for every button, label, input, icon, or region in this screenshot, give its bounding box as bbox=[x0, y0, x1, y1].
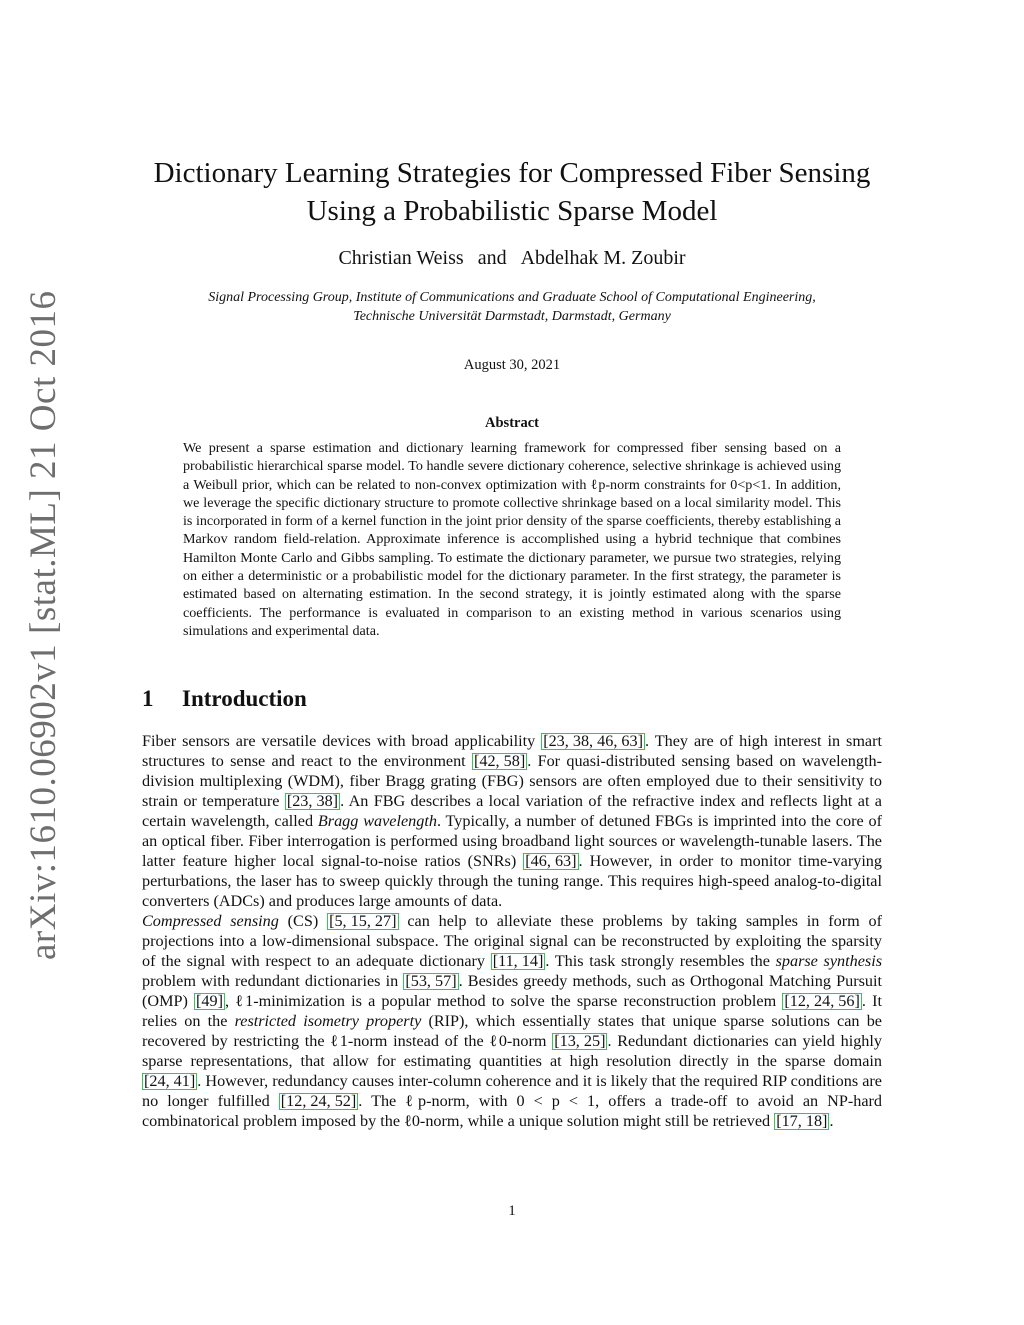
citation-link[interactable]: [17, 18] bbox=[776, 1112, 828, 1130]
citation-link[interactable]: [49] bbox=[196, 992, 224, 1010]
abstract-body: We present a sparse estimation and dictionary learning framework for compressed fiber sensing based on a probabilistic hierarchical sparse model. To handle severe dictionary coherence, selective shrinkage is achieved using a Weibull prior, which can be related to non-convex optimization with ℓp-norm constraints for 0<p<1. In addition, we leverage the specific dictionary structure to promote collective shrinkage based on a local similarity model. This is incorporated in form of a kernel function in the joint prior density of the sparse coefficients, thereby establishing a Markov random field-relation. Approximate inference is accomplished using a hybrid technique that combines Hamilton Monte Carlo and Gibbs sampling. To estimate the dictionary parameter, we pursue two strategies, relying on either a deterministic or a probabilistic model for the dictionary parameter. In the first strategy, the parameter is estimated based on alternating estimation. In the second strategy, it is jointly estimated along with the sparse coefficients. The performance is evaluated in comparison to an existing method in various scenarios using simulations and experimental data. bbox=[183, 440, 841, 639]
text-run: (RIP), which essentially states that unique sparse solutions can be recovered by restricting the ℓ1-norm instead of the ℓ0-norm bbox=[142, 1012, 882, 1050]
text-run: . bbox=[829, 1112, 834, 1130]
citation-link[interactable]: [46, 63] bbox=[525, 852, 577, 870]
emphasis: Bragg wavelength bbox=[317, 812, 437, 830]
text-run: can help to alleviate these problems by taking samples in form of projections into a low-dimensional subspace. The original signal can be reconstructed by exploiting the sparsity of the signal with respect to an adequate dictionary bbox=[142, 912, 882, 970]
title-line-2: Using a Probabilistic Sparse Model bbox=[306, 195, 718, 227]
citation-link[interactable]: [11, 14] bbox=[492, 952, 544, 970]
citation-link[interactable]: [24, 41] bbox=[144, 1072, 196, 1090]
section-number: 1 bbox=[142, 686, 154, 711]
affiliation-line-1: Signal Processing Group, Institute of Communications and Graduate School of Computational Engineering, bbox=[208, 290, 816, 305]
text-run: . An FBG describes a local variation of the refractive index and reflects light at a certain wavelength, called bbox=[142, 792, 882, 830]
arxiv-stamp: arXiv:1610.06902v1 [stat.ML] 21 Oct 2016 bbox=[23, 290, 64, 960]
text-run: problem with redundant dictionaries in bbox=[142, 972, 404, 990]
text-run: Fiber sensors are versatile devices with broad applicability bbox=[142, 732, 542, 750]
text-run: . They are of high interest in smart structures to sense and react to the environment bbox=[142, 732, 882, 770]
author-separator: and bbox=[477, 247, 507, 269]
emphasis: Compressed sensing bbox=[142, 912, 279, 930]
affiliation bbox=[120, 288, 904, 326]
text-run: . Typically, a number of detuned FBGs is imprinted into the core of an optical fiber. Fiber interrogation is performed using broadband light sources or wavelength-tunable lasers. The latter feature higher local signal-to-noise ratios (SNRs) bbox=[142, 812, 882, 870]
authors bbox=[120, 247, 904, 270]
text-run: . However, in order to monitor time-varying perturbations, the laser has to sweep quickly through the tuning range. This requires high-speed analog-to-digital converters (ADCs) and produces large amounts of data. bbox=[142, 852, 882, 910]
page-number: 1 bbox=[508, 1203, 516, 1219]
abstract-heading: Abstract bbox=[485, 415, 539, 431]
citation-link[interactable]: [12, 24, 52] bbox=[280, 1092, 357, 1110]
paragraph-2 bbox=[142, 911, 882, 1131]
paper-title bbox=[120, 154, 904, 230]
emphasis: sparse synthesis bbox=[775, 952, 882, 970]
citation-link[interactable]: [23, 38] bbox=[286, 792, 339, 810]
section-title: Introduction bbox=[182, 686, 307, 711]
text-run: . Besides greedy methods, such as Orthogonal Matching Pursuit (OMP) bbox=[142, 972, 882, 1010]
citation-link[interactable]: [42, 58] bbox=[473, 752, 526, 770]
text-run: . Redundant dictionaries can yield highly sparse representations, that allow for estimating quantities at high resolution directly in the sparse domain bbox=[142, 1032, 882, 1070]
text-run: . For quasi-distributed sensing based on wavelength-division multiplexing (WDM), fiber Bragg grating (FBG) sensors are often employed due to their sensitivity to strain or temperature bbox=[142, 752, 882, 810]
section-heading bbox=[142, 686, 742, 712]
text-run: . However, redundancy causes inter-column coherence and it is likely that the required RIP conditions are no longer fulfilled bbox=[142, 1072, 882, 1110]
citation-link[interactable]: [23, 38, 46, 63] bbox=[543, 732, 644, 750]
paper-date: August 30, 2021 bbox=[463, 357, 561, 373]
citation-link[interactable]: [12, 24, 56] bbox=[784, 992, 860, 1010]
title-line-1: Dictionary Learning Strategies for Compressed Fiber Sensing bbox=[153, 157, 871, 189]
text-run: . This task strongly resembles the bbox=[545, 952, 776, 970]
emphasis: restricted isometry property bbox=[234, 1012, 422, 1030]
text-run: . The ℓp-norm, with 0 < p < 1, offers a trade-off to avoid an NP-hard combinatorical problem imposed by the ℓ0-norm, while a unique solution might still be retrieved bbox=[142, 1092, 883, 1130]
citation-link[interactable]: [13, 25] bbox=[554, 1032, 606, 1050]
citation-link[interactable]: [53, 57] bbox=[405, 972, 457, 990]
affiliation-line-2: Technische Universität Darmstadt, Darmstadt, Germany bbox=[353, 309, 671, 324]
author-2: Abdelhak M. Zoubir bbox=[520, 247, 686, 269]
text-run: . It relies on the bbox=[142, 992, 882, 1030]
citation-link[interactable]: [5, 15, 27] bbox=[329, 912, 397, 930]
paragraph-1 bbox=[142, 731, 882, 911]
text-run: (CS) bbox=[278, 912, 328, 930]
text-run: , ℓ1-minimization is a popular method to solve the sparse reconstruction problem bbox=[225, 992, 783, 1010]
introduction-text bbox=[142, 731, 882, 1131]
author-1: Christian Weiss bbox=[338, 247, 464, 269]
